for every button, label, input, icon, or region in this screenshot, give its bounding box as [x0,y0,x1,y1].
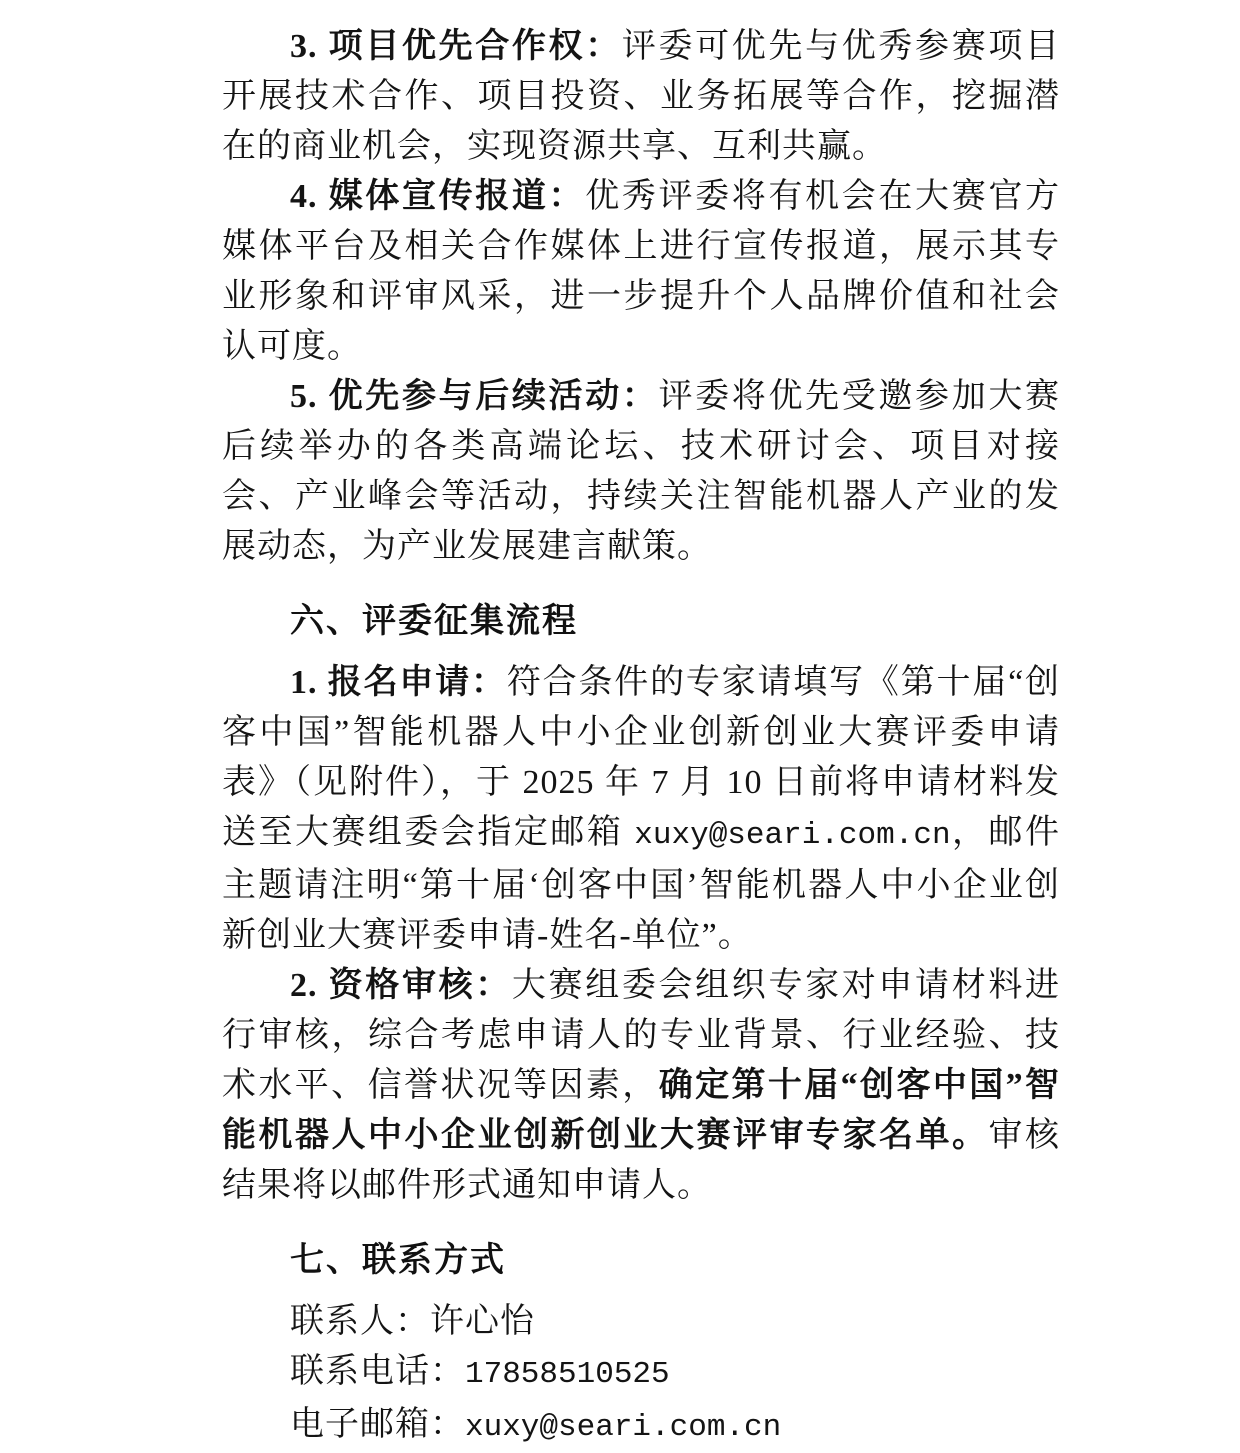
contact-email-line [222,1400,1060,1453]
section-heading-contact-info: 七、联系方式 [290,1241,506,1279]
benefit-item-4 [222,172,1060,372]
benefit-item-3 [222,22,1060,172]
review-bold-text: 确定第十届“创客中国”智能机器人中小企业创新创业大赛评审专家名单。 [222,1067,1061,1154]
apply-label: 1. 报名申请： [290,664,507,701]
contact-phone-line [222,1347,1060,1400]
contact-person-label: 联系人： [290,1303,430,1340]
review-text-1: 大赛组委会组织专家对申请材料进行审核，综合考虑申请人的专业背景、行业经验、技术水平、信誉状况等因素， [222,967,1061,1104]
review-paragraph [222,961,1060,1211]
contact-phone-label: 联系电话： [290,1353,465,1390]
contact-email-label: 电子邮箱： [290,1406,465,1443]
benefit-item-4-text: 优秀评委将有机会在大赛官方媒体平台及相关合作媒体上进行宣传报道，展示其专业形象和评审风采，进一步提升个人品牌价值和社会认可度。 [222,178,1061,365]
review-label: 2. 资格审核： [290,967,512,1004]
apply-email-address: xuxy@seari.com.cn [634,818,951,853]
review-text-2: 审核结果将以邮件形式通知申请人。 [222,1117,1060,1204]
benefit-item-4-label: 4. 媒体宣传报道： [290,178,586,215]
contact-person-line [222,1297,1060,1347]
apply-text-after-email: ，邮件主题请注明“第十届‘创客中国’智能机器人中小企业创新创业大赛评委申请-姓名-单位”。 [222,814,1061,954]
contact-phone-value: 17858510525 [465,1357,670,1392]
benefit-item-3-label: 3. 项目优先合作权： [290,28,622,65]
apply-paragraph [222,658,1060,961]
section-heading-judge-recruitment-process: 六、评委征集流程 [290,602,578,640]
benefit-item-5-label: 5. 优先参与后续活动： [290,378,659,415]
contact-email-value: xuxy@seari.com.cn [465,1410,782,1445]
benefit-item-5-text: 评委将优先受邀参加大赛后续举办的各类高端论坛、技术研讨会、项目对接会、产业峰会等活动，持续关注智能机器人产业的发展动态，为产业发展建言献策。 [222,378,1060,565]
benefit-item-3-text: 评委可优先与优秀参赛项目开展技术合作、项目投资、业务拓展等合作，挖掘潜在的商业机会，实现资源共享、互利共赢。 [222,28,1061,165]
apply-text-before-email: 符合条件的专家请填写《第十届“创客中国”智能机器人中小企业创新创业大赛评委申请表》（见附件），于 2025 年 7 月 10 日前将申请材料发送至大赛组委会指定邮箱 [222,664,1061,851]
contact-person-value: 许心怡 [430,1303,535,1340]
benefit-item-5 [222,372,1060,572]
